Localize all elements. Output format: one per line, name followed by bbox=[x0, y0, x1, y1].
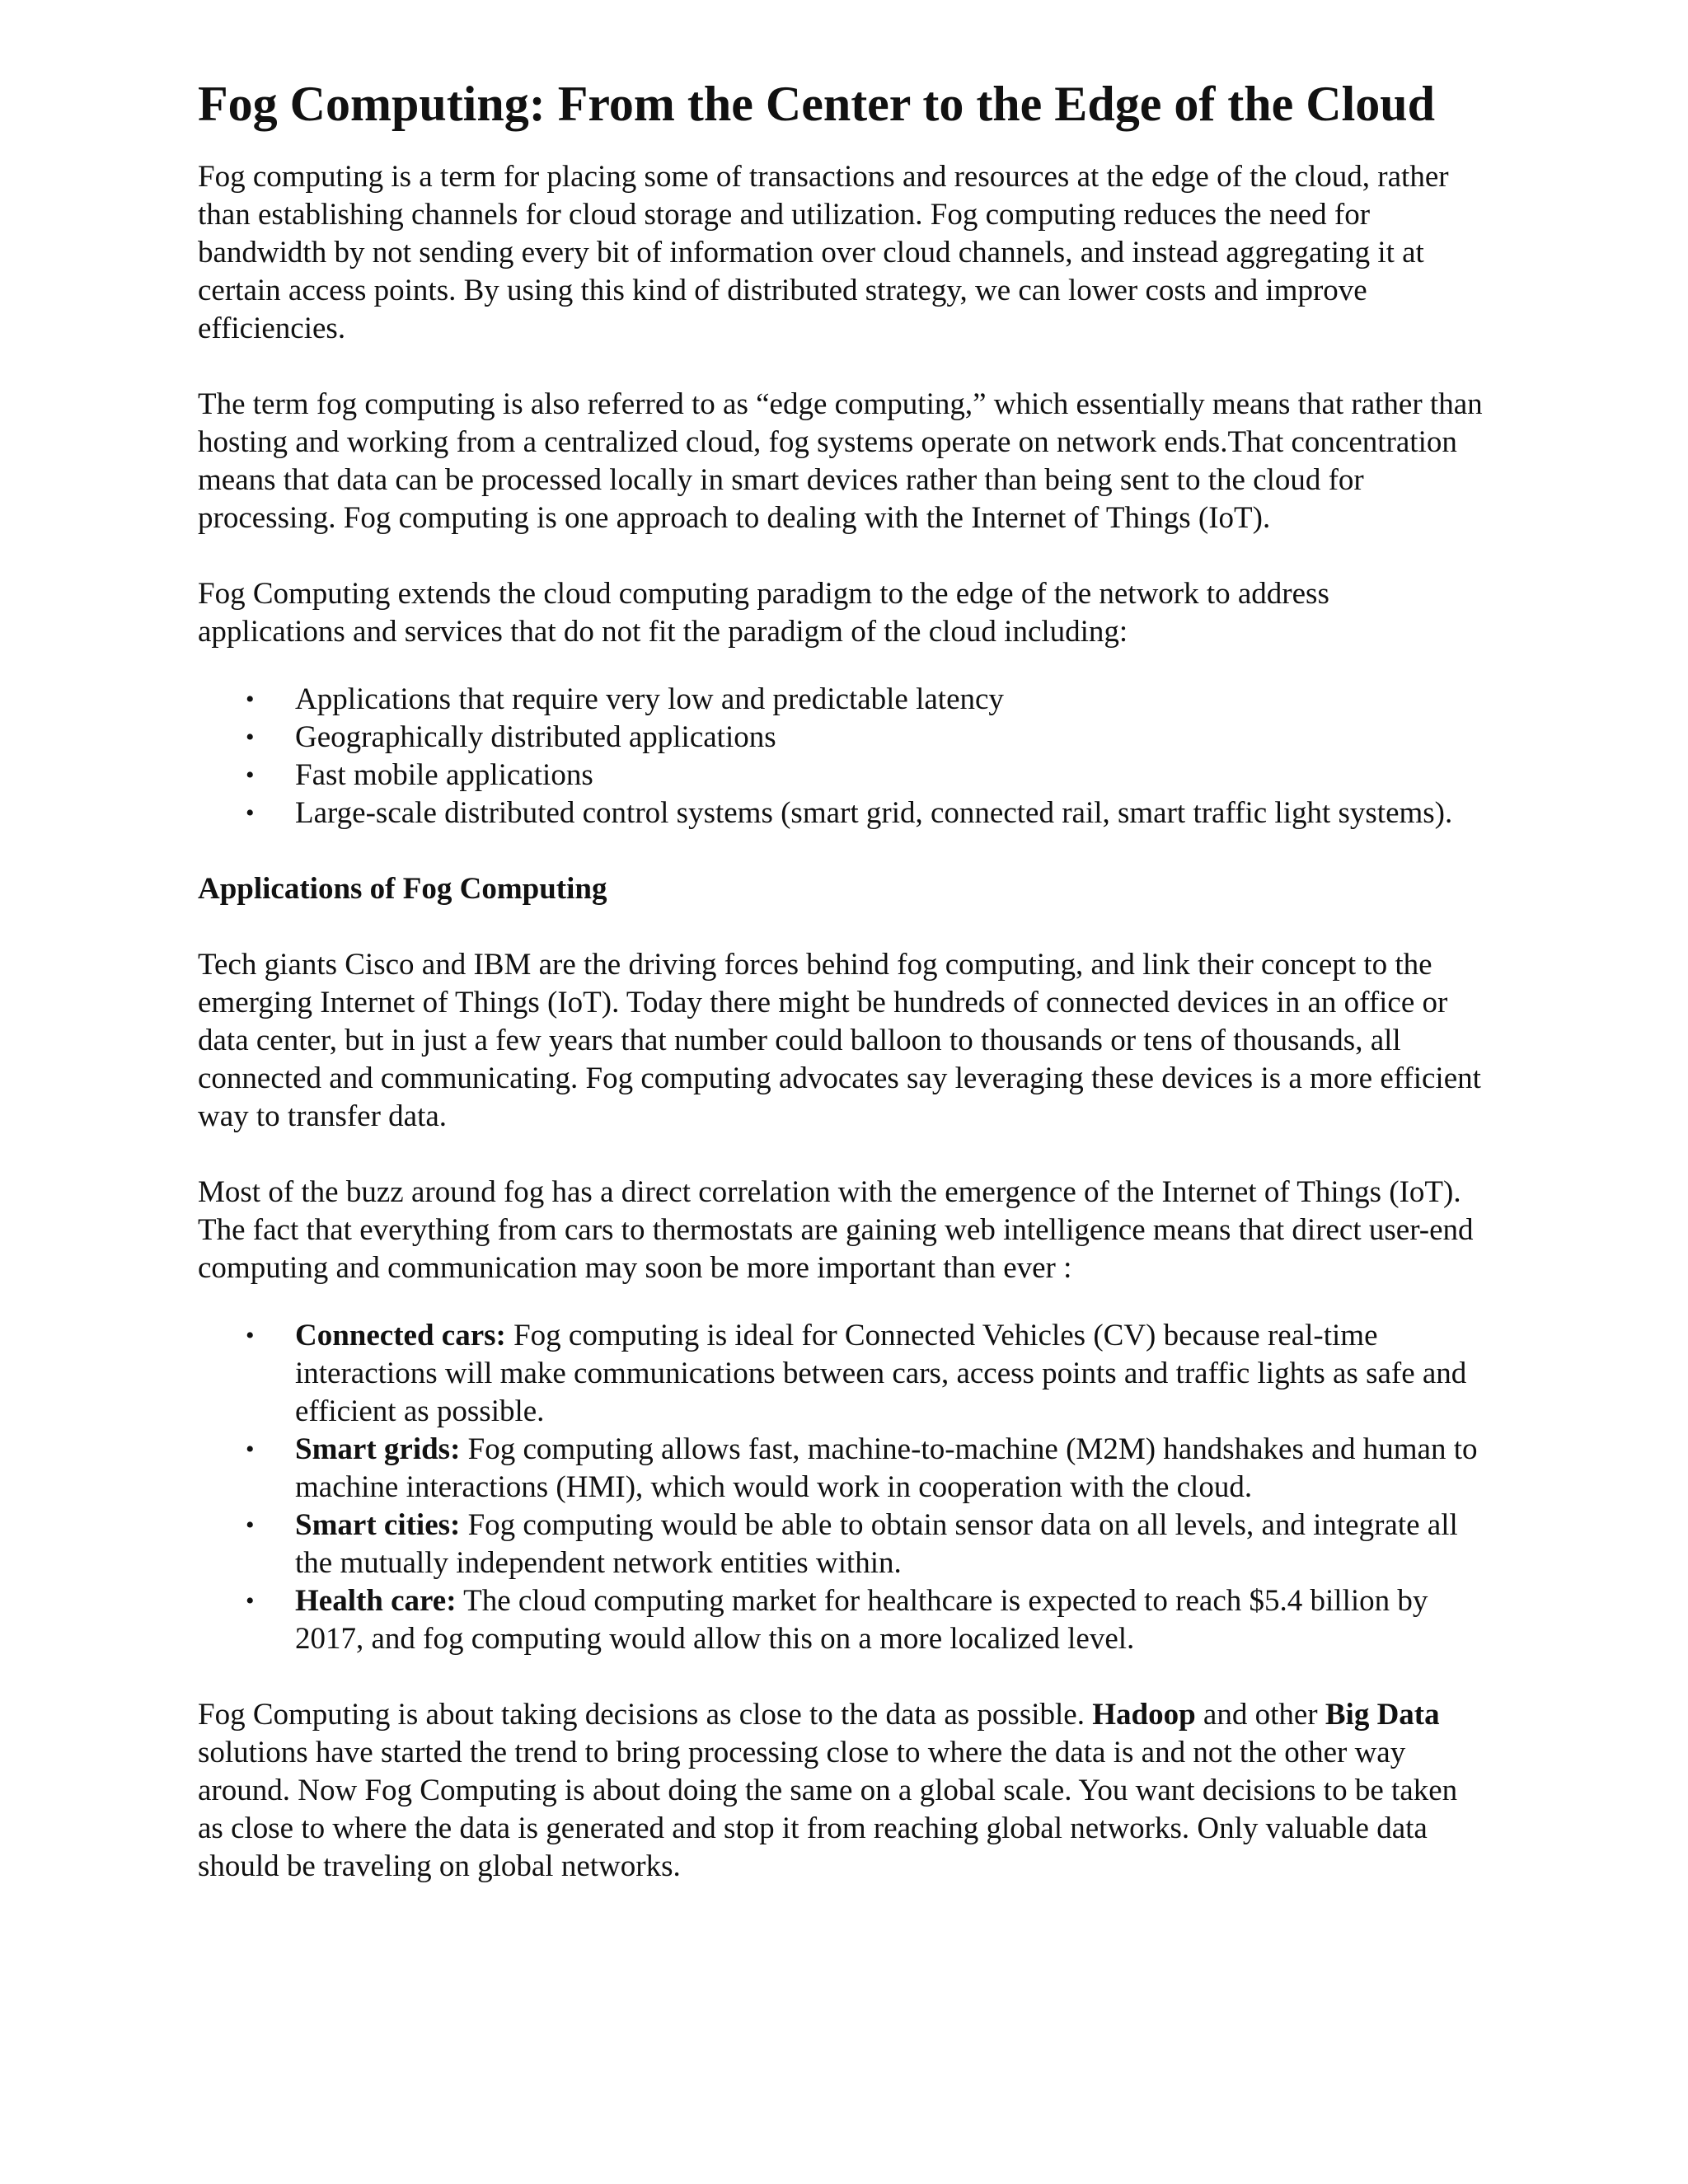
list-item bbox=[198, 1431, 1484, 1507]
list-item-text: Fog computing would be able to obtain sensor data on all levels, and integrate all the mutually independent network entities within. bbox=[295, 1508, 1458, 1580]
bullet-icon: • bbox=[246, 762, 255, 789]
list-item-text: Fast mobile applications bbox=[295, 758, 593, 792]
list-item-text: The cloud computing market for healthcare is expected to reach $5.4 billion by 2017, and fog computing would allow this on a more localized level. bbox=[295, 1584, 1428, 1656]
closing-text-2: and other bbox=[1203, 1698, 1318, 1732]
bullet-icon: • bbox=[246, 799, 255, 827]
list-item bbox=[198, 1317, 1484, 1431]
paradigm-paragraph: Fog Computing extends the cloud computing paradigm to the edge of the network to address applications and services that do not fit the paradigm of the cloud including: bbox=[198, 577, 1329, 649]
bullet-icon: • bbox=[246, 1511, 255, 1539]
closing-paragraph bbox=[198, 1696, 1484, 1886]
list-item-text: Geographically distributed applications bbox=[295, 720, 776, 754]
bullet-icon: • bbox=[246, 686, 255, 713]
list-item-term: Connected cars: bbox=[295, 1319, 506, 1352]
list-item-text: Applications that require very low and predictable latency bbox=[295, 682, 1004, 716]
list-item bbox=[198, 1582, 1484, 1658]
list-item bbox=[198, 1507, 1484, 1582]
list-item bbox=[198, 757, 1484, 794]
tech-giants-paragraph: Tech giants Cisco and IBM are the driving forces behind fog computing, and link their concept to the emerging Internet of Things (IoT). Today there might be hundreds of connected devices in an office or data center, but in just a few years that number could balloon to thousands or tens of thousands, all connected and communicating. Fog computing advocates say leveraging these devices is a more efficient way to transfer data. bbox=[198, 948, 1481, 1133]
bullet-icon: • bbox=[246, 1436, 255, 1463]
list-item-term: Smart cities: bbox=[295, 1508, 461, 1542]
requirements-list bbox=[198, 681, 1484, 832]
big-data-term: Big Data bbox=[1325, 1698, 1440, 1732]
intro-paragraph: Fog computing is a term for placing some of transactions and resources at the edge of the cloud, rather than establishing channels for cloud storage and utilization. Fog computing reduces the need for bandwidth by not sending every bit of information over cloud channels, and instead aggregating it at certain access points. By using this kind of distributed strategy, we can lower costs and improve efficiencies. bbox=[198, 160, 1449, 345]
applications-list bbox=[198, 1317, 1484, 1658]
closing-text-3: solutions have started the trend to bring processing close to where the data is and not the other way around. Now Fog Computing is about doing the same on a global scale. You want decisions to be taken as close to where the data is generated and stop it from reaching global networks. Only valuable data should be traveling on global networks. bbox=[198, 1736, 1458, 1883]
bullet-icon: • bbox=[246, 1587, 255, 1615]
list-item-term: Health care: bbox=[295, 1584, 457, 1618]
bullet-icon: • bbox=[246, 1322, 255, 1349]
bullet-icon: • bbox=[246, 724, 255, 751]
list-item bbox=[198, 681, 1484, 719]
document-page bbox=[198, 73, 1484, 1924]
section-heading: Applications of Fog Computing bbox=[198, 872, 607, 906]
list-item-text: Fog computing is ideal for Connected Vehicles (CV) because real-time interactions will make communications between cars, access points and traffic lights as safe and efficient as possible. bbox=[295, 1319, 1467, 1428]
list-item bbox=[198, 719, 1484, 757]
list-item-text: Large-scale distributed control systems (smart grid, connected rail, smart traffic light systems). bbox=[295, 796, 1453, 830]
list-item-text: Fog computing allows fast, machine-to-machine (M2M) handshakes and human to machine interactions (HMI), which would work in cooperation with the cloud. bbox=[295, 1432, 1478, 1504]
closing-text-1: Fog Computing is about taking decisions as close to the data as possible. bbox=[198, 1698, 1085, 1732]
list-item bbox=[198, 794, 1484, 832]
page-title: Fog Computing: From the Center to the Edge of the Cloud bbox=[198, 77, 1436, 131]
hadoop-term: Hadoop bbox=[1092, 1698, 1196, 1732]
edge-computing-paragraph: The term fog computing is also referred to as “edge computing,” which essentially means that rather than hosting and working from a centralized cloud, fog systems operate on network ends.That concentration means that data can be processed locally in smart devices rather than being sent to the cloud for processing. Fog computing is one approach to dealing with the Internet of Things (IoT). bbox=[198, 387, 1483, 535]
iot-buzz-paragraph: Most of the buzz around fog has a direct correlation with the emergence of the Internet of Things (IoT). The fact that everything from cars to thermostats are gaining web intelligence means that direct user-end computing and communication may soon be more important than ever : bbox=[198, 1175, 1474, 1285]
list-item-term: Smart grids: bbox=[295, 1432, 461, 1466]
